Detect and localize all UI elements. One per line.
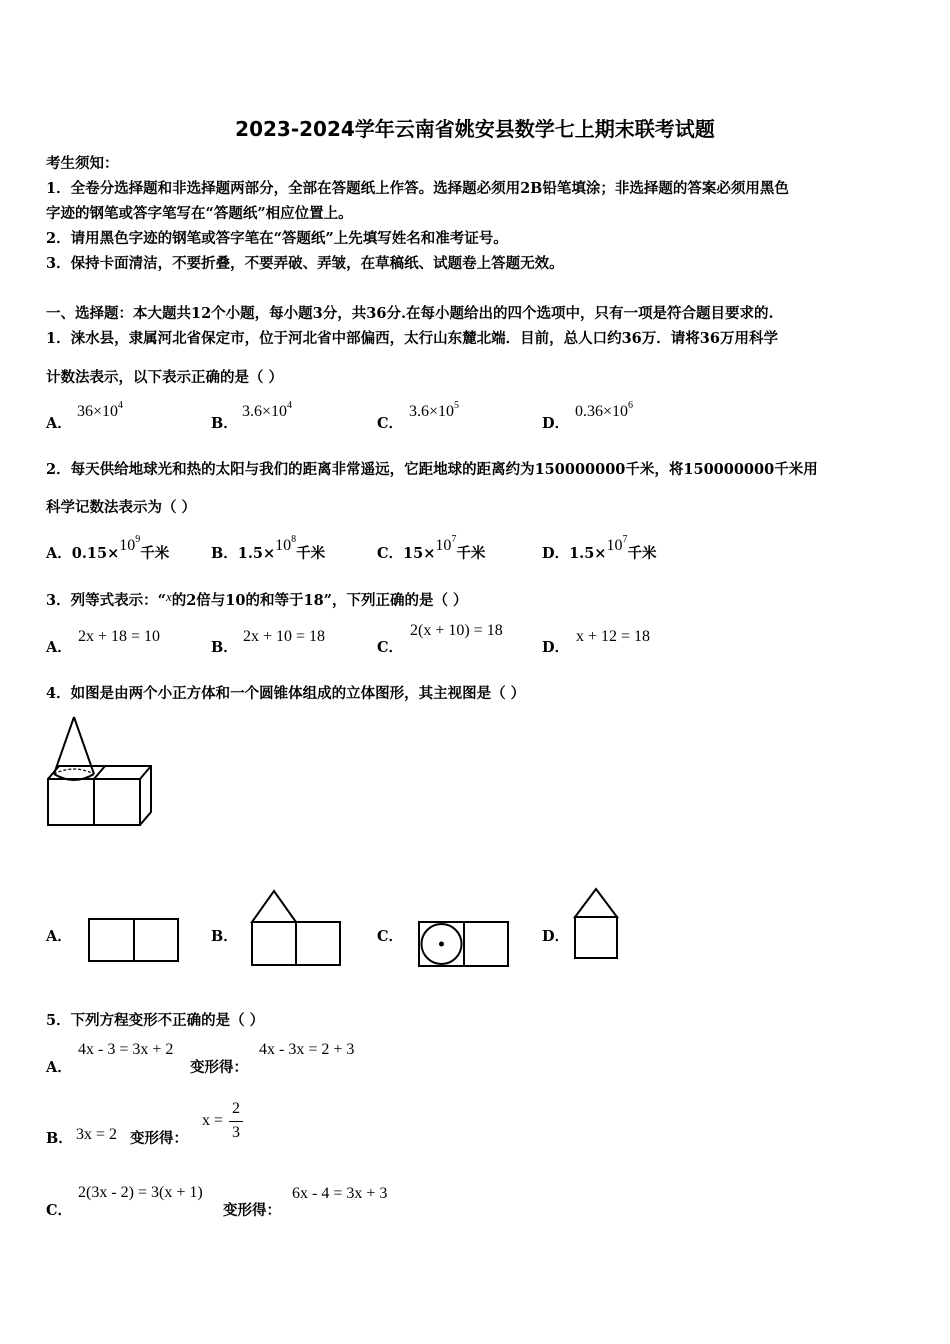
q1-option-c-expr: $3.6\times 10^5$	[409, 400, 460, 420]
q1-option-d-expr: $0.36\times 10^6$	[575, 400, 634, 420]
q4-option-b-label[interactable]: B．	[211, 928, 238, 945]
q2-option-c[interactable]: C．$15\times 10^7$千米	[377, 534, 486, 562]
question-5-stem: 5．下列方程变形不正确的是（ ）	[46, 1012, 265, 1029]
q3-option-a-label[interactable]: A．	[46, 639, 72, 656]
q5-option-c-label[interactable]: C．	[46, 1202, 73, 1219]
q5-option-b-from: 3x = 2	[76, 1126, 118, 1143]
notice-item: 字迹的钢笔或答字笔写在“答题纸”相应位置上。	[46, 205, 353, 222]
q2-option-a[interactable]: A．$0.15\times 10^9$千米	[46, 534, 170, 562]
q3-option-b-expr: 2x + 10 = 18	[243, 628, 326, 645]
notice-item: 1．全卷分选择题和非选择题两部分，全部在答题纸上作答。选择题必须用2B铅笔填涂；非选择题的答案必须用黑色	[46, 180, 789, 197]
question-4-stem: 4．如图是由两个小正方体和一个圆锥体组成的立体图形，其主视图是（ ）	[46, 685, 526, 702]
q4-option-a-label[interactable]: A．	[46, 928, 72, 945]
q3-option-a-expr: 2x + 18 = 10	[78, 628, 161, 645]
q5-option-a-from: 4x - 3 = 3x + 2	[78, 1041, 174, 1058]
q4-option-a-figure[interactable]	[86, 915, 181, 965]
q5-option-c-from: 2(3x - 2) = 3(x + 1)	[78, 1184, 203, 1201]
question-3-stem: 3．列等式表示：“x的2倍与10的和等于18”，下列正确的是（ ）	[46, 589, 468, 609]
q5-option-c-to: 6x - 4 = 3x + 3	[292, 1185, 388, 1202]
q3-option-d-expr: x + 12 = 18	[576, 628, 651, 645]
q4-option-d-figure[interactable]	[572, 886, 624, 962]
question-1-stem: 1．涞水县，隶属河北省保定市，位于河北省中部偏西，太行山东麓北端．目前，总人口约36万．请将36万用科学	[46, 330, 778, 347]
question-2-stem-cont: 科学记数法表示为（ ）	[46, 499, 197, 516]
q3-option-b-label[interactable]: B．	[211, 639, 238, 656]
q4-option-b-figure[interactable]	[249, 888, 344, 968]
q1-option-a-label[interactable]: A．	[46, 415, 72, 432]
q4-option-d-label[interactable]: D．	[542, 928, 570, 945]
q1-option-d-label[interactable]: D．	[542, 415, 570, 432]
q5-option-c-transform: 变形得：	[223, 1202, 281, 1219]
q5-option-a-transform: 变形得：	[190, 1059, 248, 1076]
q3-option-c-label[interactable]: C．	[377, 639, 404, 656]
notice-heading: 考生须知：	[46, 155, 119, 172]
page-title: 2023-2024学年云南省姚安县数学七上期末联考试题	[235, 117, 715, 141]
question-2-stem: 2．每天供给地球光和热的太阳与我们的距离非常遥远，它距地球的距离约为150000000千米，将150000000千米用	[46, 461, 818, 478]
solid-figure	[44, 712, 159, 832]
q3-option-c-expr: 2(x + 10) = 18	[410, 622, 503, 639]
q2-option-b[interactable]: B．$1.5\times 10^8$千米	[211, 534, 326, 562]
q1-option-b-expr: $3.6\times 10^4$	[242, 400, 293, 420]
q5-option-a-label[interactable]: A．	[46, 1059, 72, 1076]
q3-option-d-label[interactable]: D．	[542, 639, 570, 656]
q5-option-b-label[interactable]: B．	[46, 1130, 73, 1147]
q1-option-b-label[interactable]: B．	[211, 415, 238, 432]
question-1-stem-cont: 计数法表示，以下表示正确的是（ ）	[46, 369, 284, 386]
section-heading: 一、选择题：本大题共12个小题，每小题3分，共36分.在每小题给出的四个选项中，只有一项是符合题目要求的.	[46, 305, 774, 322]
q4-option-c-figure[interactable]	[416, 919, 511, 969]
q5-option-b-to-lhs: x =	[202, 1112, 224, 1129]
q5-option-b-denominator: 3	[232, 1124, 240, 1141]
q5-option-a-to: 4x - 3x = 2 + 3	[259, 1041, 355, 1058]
q1-option-c-label[interactable]: C．	[377, 415, 404, 432]
fraction-bar	[229, 1121, 243, 1122]
q4-option-c-label[interactable]: C．	[377, 928, 404, 945]
q5-option-b-transform: 变形得：	[130, 1130, 188, 1147]
q2-option-d[interactable]: D．$1.5\times 10^7$千米	[542, 534, 657, 562]
notice-item: 3．保持卡面清洁，不要折叠，不要弄破、弄皱，在草稿纸、试题卷上答题无效。	[46, 255, 564, 272]
notice-item: 2．请用黑色字迹的钢笔或答字笔在“答题纸”上先填写姓名和准考证号。	[46, 230, 508, 247]
q1-option-a-expr: $36\times 10^4$	[77, 400, 124, 420]
q5-option-b-numerator: 2	[232, 1100, 240, 1117]
